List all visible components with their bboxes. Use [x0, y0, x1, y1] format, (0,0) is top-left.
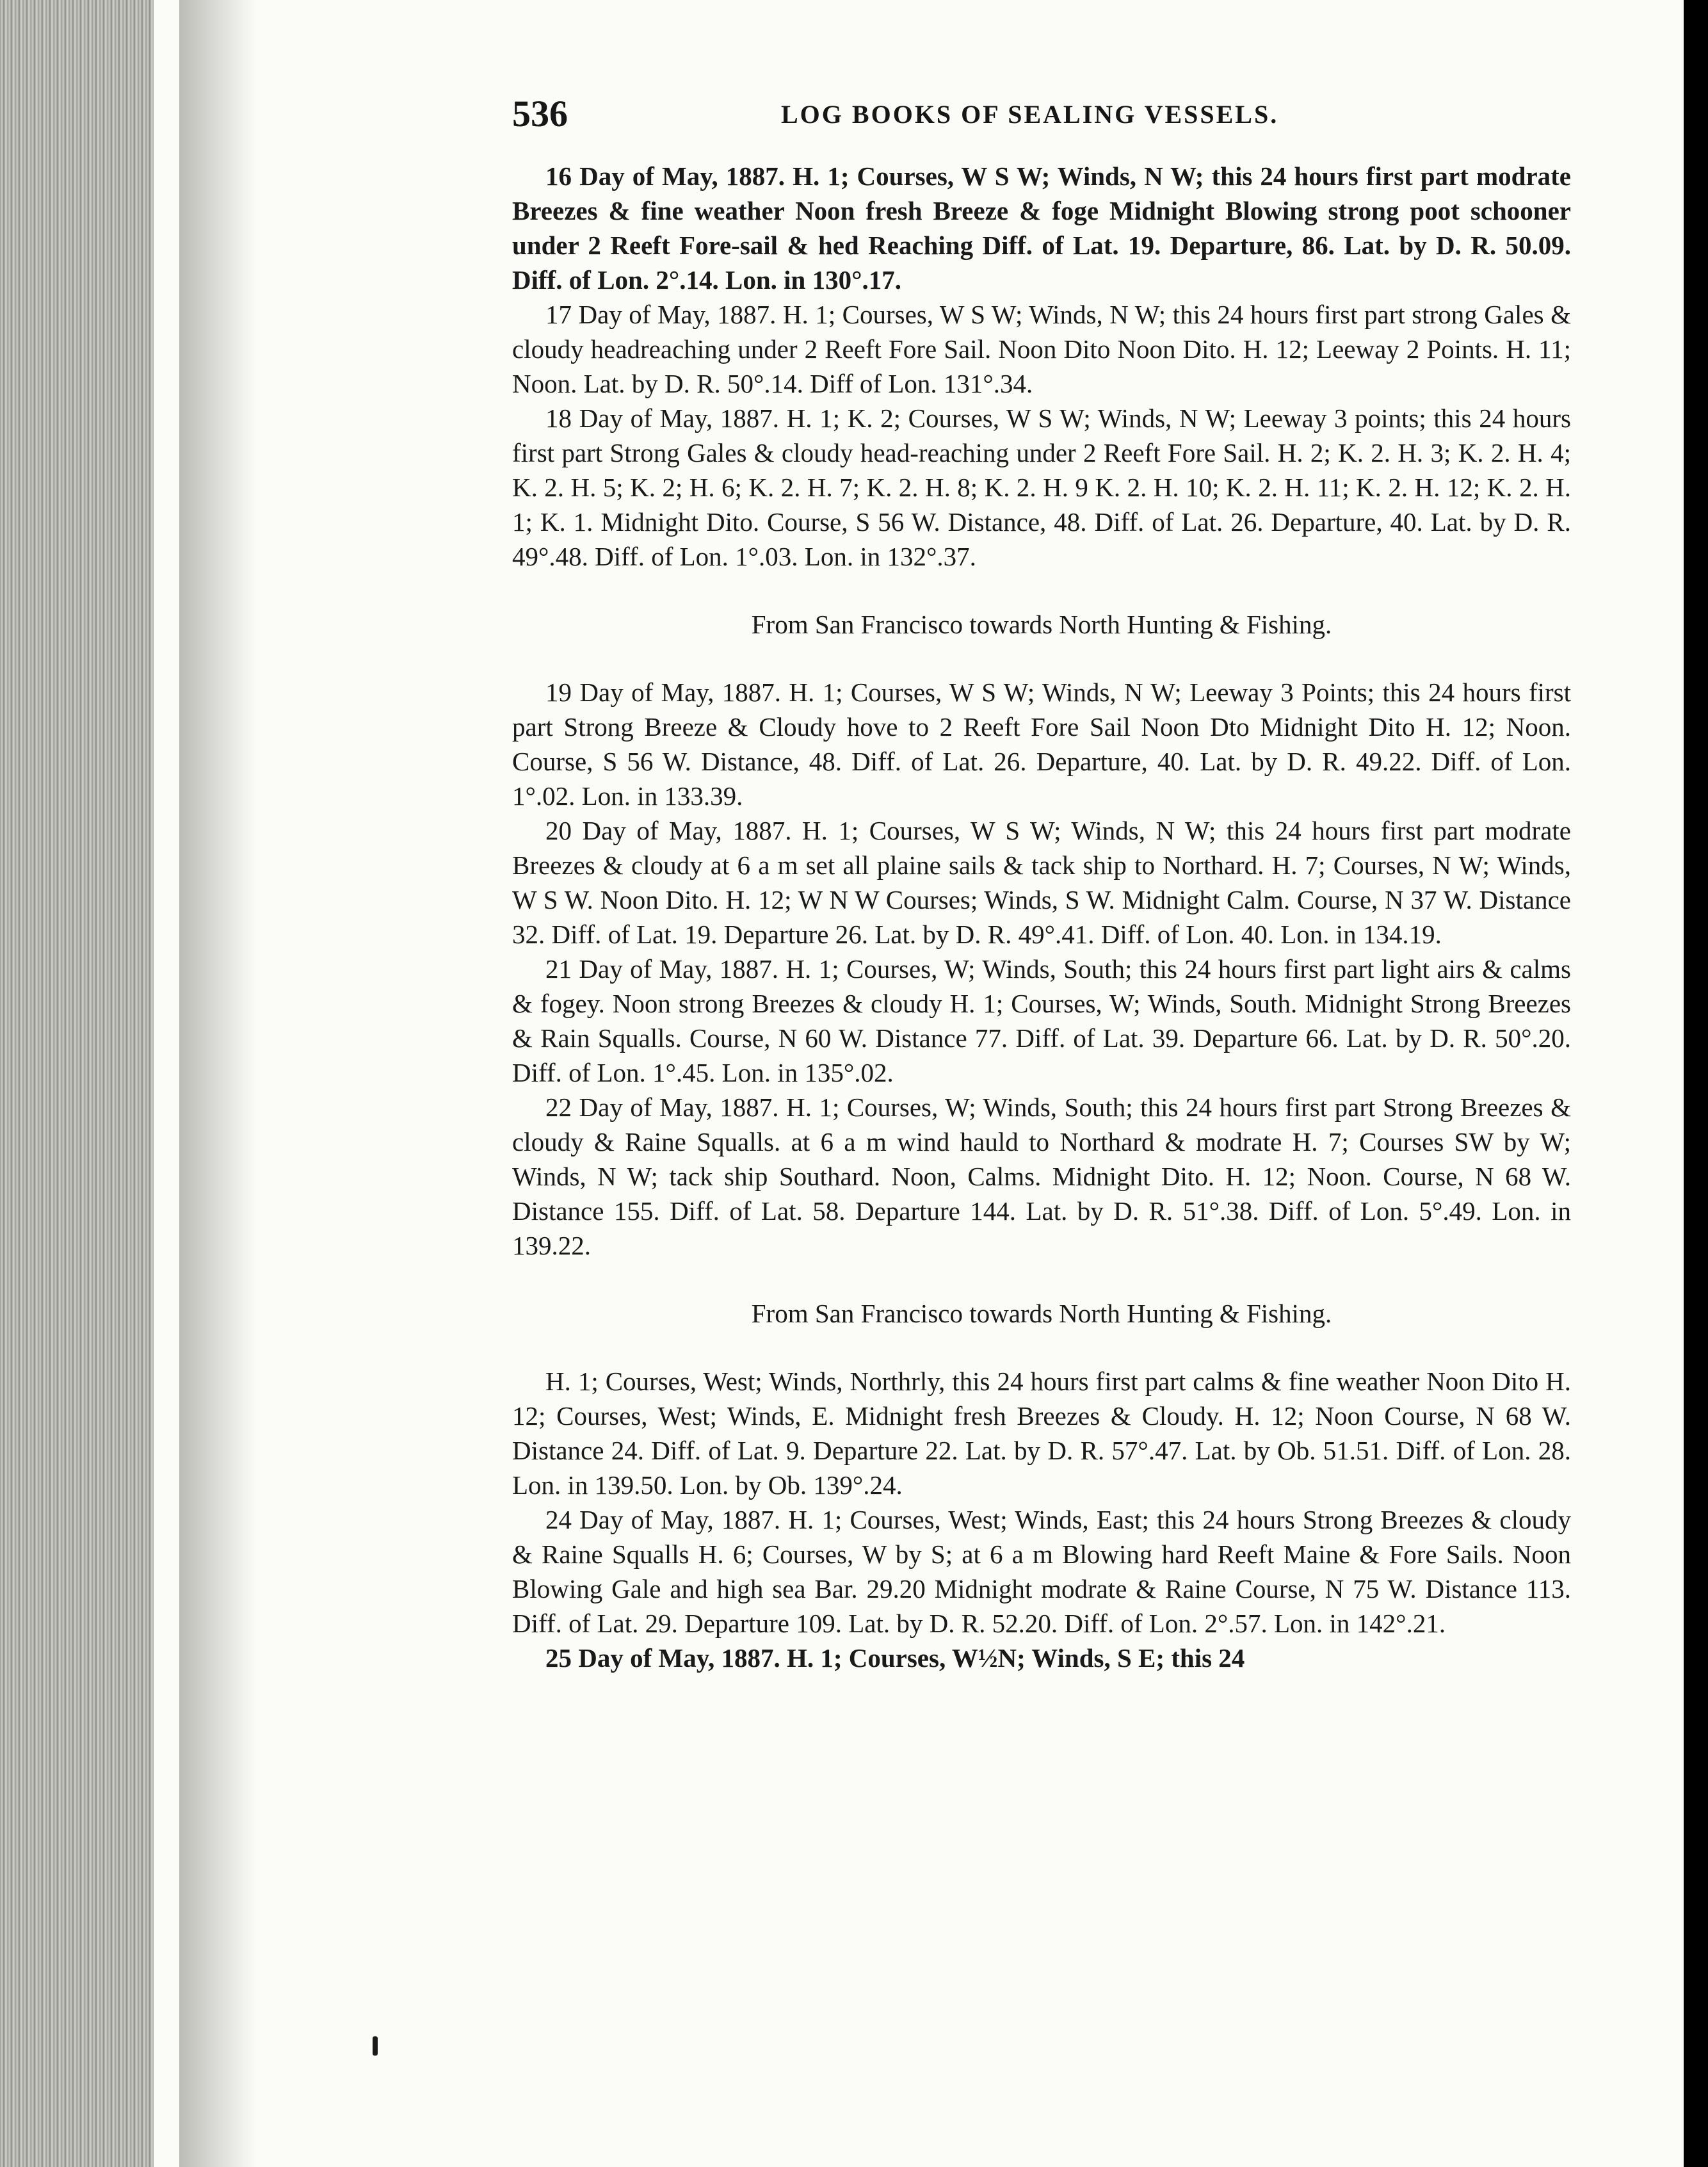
- log-entry-may-25: 25 Day of May, 1887. H. 1; Courses, W½N; Winds, S E; this 24: [545, 1643, 1245, 1673]
- page-number: 536: [512, 93, 568, 134]
- section-heading: From San Francisco towards North Hunting & Fishing.: [751, 610, 1332, 639]
- book-page-edges: [0, 0, 179, 2167]
- log-entry-may-19: 19 Day of May, 1887. H. 1; Courses, W S W; Winds, N W; Leeway 3 Points; this 24 hours first part Strong Breeze & Cloudy hove to 2 Reeft Fore Sail Noon Dto Midnight Dito H. 12; Noon. Course, S 56 W. Distance, 48. Diff. of Lat. 26. Departure, 40. Lat. by D. R. 49.22. Diff. of Lon. 1°.02. Lon. in 133.39.: [512, 678, 1571, 811]
- scan-border: [1684, 0, 1708, 2167]
- running-head: LOG BOOKS OF SEALING VESSELS.: [781, 100, 1279, 129]
- log-entry-may-22: 22 Day of May, 1887. H. 1; Courses, W; Winds, South; this 24 hours first part Strong Breezes & cloudy & Raine Squalls. at 6 a m wind hauld to Northard & modrate H. 7; Courses SW by W; Winds, N W; tack ship Southard. Noon, Calms. Midnight Dito. H. 12; Noon. Course, N 68 W. Distance 155. Diff. of Lat. 58. Departure 144. Lat. by D. R. 51°.38. Diff. of Lon. 5°.49. Lon. in 139.22.: [512, 1092, 1571, 1260]
- margin-mark: [373, 2036, 378, 2056]
- page-header: [512, 88, 1575, 140]
- log-text: [512, 159, 1571, 1675]
- section-heading: From San Francisco towards North Hunting & Fishing.: [751, 1299, 1332, 1328]
- log-entry-may-21: 21 Day of May, 1887. H. 1; Courses, W; Winds, South; this 24 hours first part light airs & calms & fogey. Noon strong Breezes & cloudy H. 1; Courses, W; Winds, South. Midnight Strong Breezes & Rain Squalls. Course, N 60 W. Distance 77. Diff. of Lat. 39. Departure 66. Lat. by D. R. 50°.20. Diff. of Lon. 1°.45. Lon. in 135°.02.: [512, 954, 1571, 1087]
- page-gutter-shadow: [179, 0, 256, 2167]
- log-entry-may-17: 17 Day of May, 1887. H. 1; Courses, W S W; Winds, N W; this 24 hours first part strong Gales & cloudy headreaching under 2 Reeft Fore Sail. Noon Dito Noon Dito. H. 12; Leeway 2 Points. H. 11; Noon. Lat. by D. R. 50°.14. Diff of Lon. 131°.34.: [512, 300, 1571, 398]
- log-entry-may-16: 16 Day of May, 1887. H. 1; Courses, W S W; Winds, N W; this 24 hours first part modrate Breezes & fine weather Noon fresh Breeze & foge Midnight Blowing strong poot schooner under 2 Reeft Fore-sail & hed Reaching Diff. of Lat. 19. Departure, 86. Lat. by D. R. 50.09. Diff. of Lon. 2°.14. Lon. in 130°.17.: [512, 161, 1571, 295]
- log-entry-may-24: 24 Day of May, 1887. H. 1; Courses, West; Winds, East; this 24 hours Strong Breezes & cloudy & Raine Squalls H. 6; Courses, W by S; at 6 a m Blowing hard Reeft Maine & Fore Sails. Noon Blowing Gale and high sea Bar. 29.20 Midnight modrate & Raine Course, N 75 W. Distance 113. Diff. of Lat. 29. Departure 109. Lat. by D. R. 52.20. Diff. of Lon. 2°.57. Lon. in 142°.21.: [512, 1505, 1571, 1638]
- log-entry-may-23: H. 1; Courses, West; Winds, Northrly, this 24 hours first part calms & fine weather Noon Dito H. 12; Courses, West; Winds, E. Midnight fresh Breezes & Cloudy. H. 12; Noon Course, N 68 W. Distance 24. Diff. of Lat. 9. Departure 22. Lat. by D. R. 57°.47. Lat. by Ob. 51.51. Diff. of Lon. 28. Lon. in 139.50. Lon. by Ob. 139°.24.: [512, 1367, 1571, 1500]
- log-entry-may-18: 18 Day of May, 1887. H. 1; K. 2; Courses, W S W; Winds, N W; Leeway 3 points; this 24 hours first part Strong Gales & cloudy head-reaching under 2 Reeft Fore Sail. H. 2; K. 2. H. 3; K. 2. H. 4; K. 2. H. 5; K. 2; H. 6; K. 2. H. 7; K. 2. H. 8; K. 2. H. 9 K. 2. H. 10; K. 2. H. 11; K. 2. H. 12; K. 2. H. 1; K. 1. Midnight Dito. Course, S 56 W. Distance, 48. Diff. of Lat. 26. Departure, 40. Lat. by D. R. 49°.48. Diff. of Lon. 1°.03. Lon. in 132°.37.: [512, 403, 1571, 571]
- log-entry-may-20: 20 Day of May, 1887. H. 1; Courses, W S W; Winds, N W; this 24 hours first part modrate Breezes & cloudy at 6 a m set all plaine sails & tack ship to Northard. H. 7; Courses, N W; Winds, W S W. Noon Dito. H. 12; W N W Courses; Winds, S W. Midnight Calm. Course, N 37 W. Distance 32. Diff. of Lat. 19. Departure 26. Lat. by D. R. 49°.41. Diff. of Lon. 40. Lon. in 134.19.: [512, 816, 1571, 949]
